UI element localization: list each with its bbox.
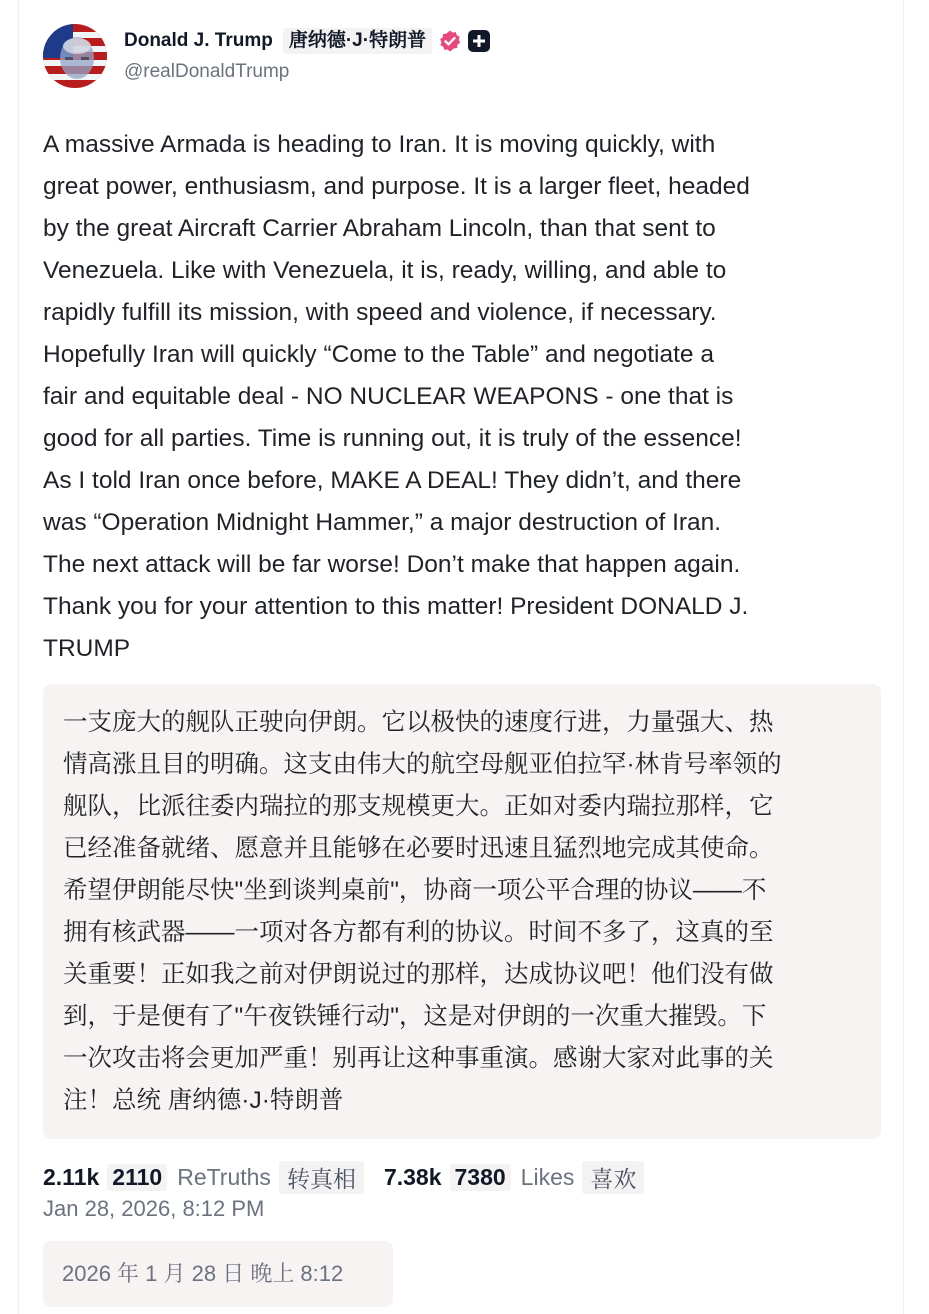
plus-icon[interactable] [468, 30, 490, 52]
likes-count-full: 7380 [450, 1164, 511, 1191]
likes-count-short: 7.38k [383, 1163, 442, 1190]
retruths-count-full: 2110 [107, 1164, 167, 1191]
retruths-label-translation: 转真相 [279, 1161, 364, 1194]
verified-badge-icon [438, 29, 462, 53]
post-stats [43, 1162, 644, 1192]
post-timestamp[interactable]: Jan 28, 2026, 8:12 PM [43, 1196, 265, 1221]
likes-label-translation: 喜欢 [582, 1161, 644, 1194]
author-handle[interactable]: @realDonaldTrump [124, 61, 290, 82]
retruths-count-short: 2.11k [43, 1163, 100, 1190]
display-name[interactable]: Donald J. Trump [124, 30, 273, 51]
author-name-row [124, 28, 490, 54]
post-text: A massive Armada is heading to Iran. It is moving quickly, with great power, enthusiasm, and purpose. It is a larger fleet, headed by the great Aircraft Carrier Abraham Lincoln, than that sent to Venezuela. Like with Venezuela, it is, ready, willing, and able to rapidly fulfill its mission, with speed and violence, if necessary. Hopefully Iran will quickly “Come to the Table” and negotiate a fair and equitable deal - NO NUCLEAR WEAPONS - one that is good for all parties. Time is running out, it is truly of the essence! As I told Iran once before, MAKE A DEAL! They didn’t, and there was “Operation Midnight Hammer,” a major destruction of Iran. The next attack will be far worse! Don’t make that happen again. Thank you for your attention to this matter! President DONALD J. TRUMP [43, 131, 750, 662]
translation-text: 一支庞大的舰队正驶向伊朗。它以极快的速度行进，力量强大、热 情高涨且目的明确。这支由伟大的航空母舰亚伯拉罕·林肯号率领的 舰队，比派往委内瑞拉的那支规模更大。正如对委内瑞拉那样，它 已经准备就绪、愿意并且能够在必要时迅速且猛烈地完成其使命。 希望伊朗能尽快"坐到谈判桌前"，协商一项公平合理的协议——不 拥有核武器——一项对各方都有利的协议。时间不多了，这真的至 关重要！正如我之前对伊朗说过的那样，达成协议吧！他们没有做 到，于是便有了"午夜铁锤行动"，这是对伊朗的一次重大摧毁。下 一次攻击将会更加严重！别再让这种事重演。感谢大家对此事的关 注！总统 唐纳德·J·特朗普 [63, 709, 782, 1114]
translation-box [43, 684, 881, 1139]
display-name-translation: 唐纳德·J·特朗普 [283, 28, 432, 54]
retruths-label[interactable]: ReTruths [177, 1163, 271, 1190]
post-timestamp-translation: 2026 年 1 月 28 日 晚上 8:12 [43, 1241, 393, 1307]
likes-label[interactable]: Likes [520, 1163, 575, 1190]
avatar[interactable] [43, 24, 107, 88]
